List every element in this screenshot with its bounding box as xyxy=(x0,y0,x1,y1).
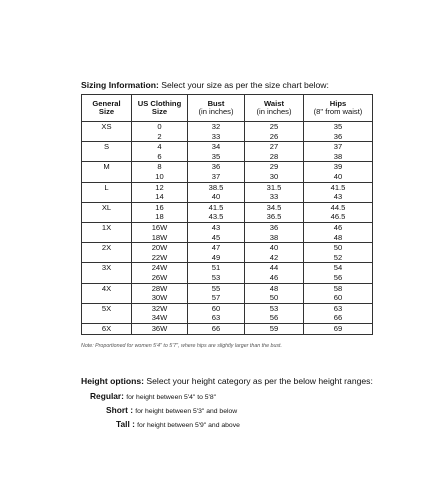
hips-cell: 37 xyxy=(304,142,373,152)
bust-cell: 49 xyxy=(188,253,245,263)
hips-cell: 58 xyxy=(304,283,373,293)
waist-cell: 53 xyxy=(245,303,304,313)
us-size-cell: 18W xyxy=(132,233,188,243)
us-size-cell: 18 xyxy=(132,212,188,222)
bust-cell: 57 xyxy=(188,293,245,303)
general-size-cell: 2X xyxy=(82,243,132,263)
us-size-cell: 16 xyxy=(132,202,188,212)
us-size-cell: 10 xyxy=(132,172,188,182)
height-heading xyxy=(81,376,373,386)
table-row xyxy=(82,202,373,212)
bust-cell: 41.5 xyxy=(188,202,245,212)
us-size-cell: 32W xyxy=(132,303,188,313)
waist-cell: 29 xyxy=(245,162,304,172)
hips-cell: 44.5 xyxy=(304,202,373,212)
header-waist: Waist (in inches) xyxy=(245,95,304,122)
waist-cell: 59 xyxy=(245,323,304,335)
general-size-cell: S xyxy=(82,142,132,162)
bust-cell: 32 xyxy=(188,122,245,132)
table-row xyxy=(82,323,373,335)
waist-cell: 36 xyxy=(245,222,304,232)
table-row xyxy=(82,303,373,313)
table-row xyxy=(82,243,373,253)
waist-cell: 42 xyxy=(245,253,304,263)
table-row xyxy=(82,142,373,152)
table-header-row xyxy=(82,95,373,122)
waist-cell: 36.5 xyxy=(245,212,304,222)
hips-cell: 48 xyxy=(304,233,373,243)
bust-cell: 43.5 xyxy=(188,212,245,222)
sizing-heading xyxy=(81,80,329,90)
waist-cell: 44 xyxy=(245,263,304,273)
waist-cell: 31.5 xyxy=(245,182,304,192)
us-size-cell: 34W xyxy=(132,313,188,323)
bust-cell: 60 xyxy=(188,303,245,313)
waist-cell: 56 xyxy=(245,313,304,323)
bust-cell: 51 xyxy=(188,263,245,273)
bust-cell: 40 xyxy=(188,192,245,202)
height-option-regular: Regular: for height between 5'4" to 5'8" xyxy=(90,391,217,401)
bust-cell: 43 xyxy=(188,222,245,232)
us-size-cell: 28W xyxy=(132,283,188,293)
header-bust: Bust (in inches) xyxy=(188,95,245,122)
bust-cell: 37 xyxy=(188,172,245,182)
waist-cell: 25 xyxy=(245,122,304,132)
us-size-cell: 12 xyxy=(132,182,188,192)
table-row xyxy=(82,263,373,273)
hips-cell: 54 xyxy=(304,263,373,273)
hips-cell: 63 xyxy=(304,303,373,313)
hips-cell: 66 xyxy=(304,313,373,323)
waist-cell: 33 xyxy=(245,192,304,202)
sizing-instruction: Select your size as per the size chart below: xyxy=(161,80,329,90)
header-general-size: General Size xyxy=(82,95,132,122)
bust-cell: 36 xyxy=(188,162,245,172)
bust-cell: 63 xyxy=(188,313,245,323)
us-size-cell: 30W xyxy=(132,293,188,303)
header-us-clothing-size: US Clothing Size xyxy=(132,95,188,122)
waist-cell: 30 xyxy=(245,172,304,182)
waist-cell: 38 xyxy=(245,233,304,243)
waist-cell: 27 xyxy=(245,142,304,152)
waist-cell: 26 xyxy=(245,132,304,142)
waist-cell: 34.5 xyxy=(245,202,304,212)
us-size-cell: 16W xyxy=(132,222,188,232)
general-size-cell: 4X xyxy=(82,283,132,303)
us-size-cell: 20W xyxy=(132,243,188,253)
height-instruction: Select your height category as per the below height ranges: xyxy=(146,376,373,386)
height-title: Height options: xyxy=(81,376,145,386)
hips-cell: 46.5 xyxy=(304,212,373,222)
us-size-cell: 36W xyxy=(132,323,188,335)
us-size-cell: 22W xyxy=(132,253,188,263)
height-option-short: Short : for height between 5'3" and below xyxy=(106,405,238,415)
general-size-cell: L xyxy=(82,182,132,202)
table-row xyxy=(82,162,373,172)
hips-cell: 40 xyxy=(304,172,373,182)
hips-cell: 69 xyxy=(304,323,373,335)
bust-cell: 35 xyxy=(188,152,245,162)
size-chart-table xyxy=(81,94,373,335)
us-size-cell: 24W xyxy=(132,263,188,273)
table-row xyxy=(82,283,373,293)
bust-cell: 38.5 xyxy=(188,182,245,192)
table-note: Note: Proportioned for women 5'4" to 5'7", where hips are slightly larger than the bust. xyxy=(81,343,282,349)
hips-cell: 36 xyxy=(304,132,373,142)
hips-cell: 50 xyxy=(304,243,373,253)
hips-cell: 52 xyxy=(304,253,373,263)
us-size-cell: 8 xyxy=(132,162,188,172)
hips-cell: 56 xyxy=(304,273,373,283)
us-size-cell: 2 xyxy=(132,132,188,142)
bust-cell: 66 xyxy=(188,323,245,335)
hips-cell: 38 xyxy=(304,152,373,162)
bust-cell: 33 xyxy=(188,132,245,142)
hips-cell: 41.5 xyxy=(304,182,373,192)
table-row xyxy=(82,122,373,132)
waist-cell: 50 xyxy=(245,293,304,303)
waist-cell: 40 xyxy=(245,243,304,253)
general-size-cell: 3X xyxy=(82,263,132,283)
bust-cell: 55 xyxy=(188,283,245,293)
us-size-cell: 4 xyxy=(132,142,188,152)
table-row xyxy=(82,222,373,232)
bust-cell: 53 xyxy=(188,273,245,283)
us-size-cell: 26W xyxy=(132,273,188,283)
us-size-cell: 0 xyxy=(132,122,188,132)
us-size-cell: 14 xyxy=(132,192,188,202)
hips-cell: 35 xyxy=(304,122,373,132)
bust-cell: 45 xyxy=(188,233,245,243)
bust-cell: 47 xyxy=(188,243,245,253)
hips-cell: 60 xyxy=(304,293,373,303)
sizing-title: Sizing Information: xyxy=(81,80,159,90)
waist-cell: 48 xyxy=(245,283,304,293)
hips-cell: 39 xyxy=(304,162,373,172)
general-size-cell: XL xyxy=(82,202,132,222)
waist-cell: 28 xyxy=(245,152,304,162)
general-size-cell: XS xyxy=(82,122,132,142)
general-size-cell: M xyxy=(82,162,132,182)
waist-cell: 46 xyxy=(245,273,304,283)
header-hips: Hips (8" from waist) xyxy=(304,95,373,122)
height-option-tall: Tall : for height between 5'9" and above xyxy=(116,419,240,429)
hips-cell: 43 xyxy=(304,192,373,202)
general-size-cell: 6X xyxy=(82,323,132,335)
bust-cell: 34 xyxy=(188,142,245,152)
table-row xyxy=(82,182,373,192)
us-size-cell: 6 xyxy=(132,152,188,162)
general-size-cell: 1X xyxy=(82,222,132,242)
general-size-cell: 5X xyxy=(82,303,132,323)
hips-cell: 46 xyxy=(304,222,373,232)
